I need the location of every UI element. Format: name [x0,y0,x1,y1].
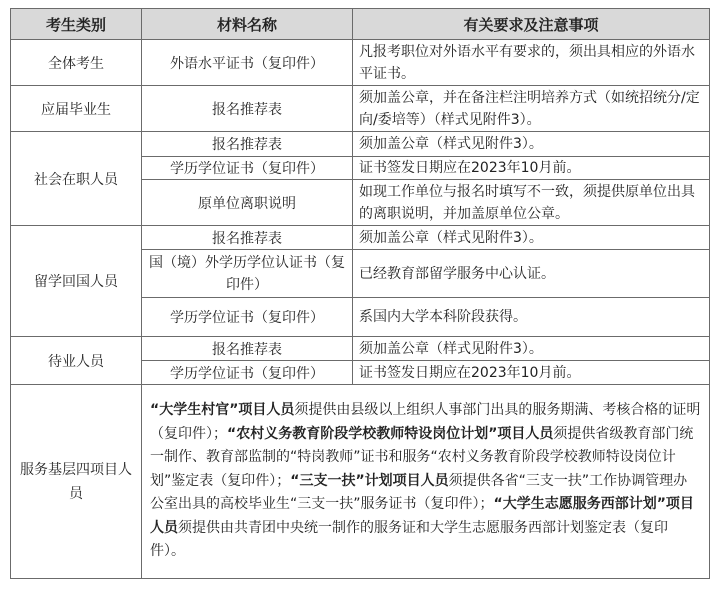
category-cell: 服务基层四项目人员 [11,385,142,579]
category-cell: 留学回国人员 [11,226,142,337]
material-cell: 报名推荐表 [142,337,353,361]
requirement-cell: 须加盖公章（样式见附件3）。 [353,337,710,361]
header-material: 材料名称 [142,9,353,40]
table-row [11,385,710,579]
requirement-cell: 须加盖公章（样式见附件3）。 [353,226,710,250]
material-cell: 学历学位证书（复印件） [142,361,353,385]
table-row [11,226,710,250]
table-row [11,132,710,157]
table-row [11,86,710,132]
header-requirement: 有关要求及注意事项 [353,9,710,40]
project-requirement: 须提供由县级以上组织人事部门出具的服务期满、考核合格的证明（复印件）； [150,402,701,442]
project-requirement: 须提供省级教育部门统一制作、教育部监制的“特岗教师”证书和服务“农村义务教育阶段学校教师特设岗位计划”鉴定表（复印件）； [150,425,694,489]
project-requirement: 须提供由共青团中央统一制作的服务证和大学生志愿服务西部计划鉴定表（复印件）。 [150,519,668,560]
header-category: 考生类别 [11,9,142,40]
requirement-cell: 须加盖公章（样式见附件3）。 [353,132,710,157]
material-cell: 原单位离职说明 [142,180,353,226]
material-cell: 报名推荐表 [142,86,353,132]
project-name-special-teacher: “农村义务教育阶段学校教师特设岗位计划”项目人员 [227,425,554,442]
materials-table [10,8,710,579]
project-name-village-official: “大学生村官”项目人员 [150,402,295,419]
material-cell: 学历学位证书（复印件） [142,157,353,180]
requirement-cell: 证书签发日期应在2023年10月前。 [353,157,710,180]
requirement-cell: 如现工作单位与报名时填写不一致，须提供原单位出具的离职说明，并加盖原单位公章。 [353,180,710,226]
requirement-cell: 证书签发日期应在2023年10月前。 [353,361,710,385]
category-cell: 应届毕业生 [11,86,142,132]
category-cell: 全体考生 [11,40,142,86]
material-cell: 外语水平证书（复印件） [142,40,353,86]
grassroots-requirement-cell [142,385,710,579]
category-cell: 待业人员 [11,337,142,385]
material-cell: 报名推荐表 [142,226,353,250]
requirement-cell: 系国内大学本科阶段获得。 [353,298,710,337]
requirement-cell: 须加盖公章，并在备注栏注明培养方式（如统招统分/定向/委培等）（样式见附件3）。 [353,86,710,132]
requirement-cell: 凡报考职位对外语水平有要求的，须出具相应的外语水平证书。 [353,40,710,86]
project-name-three-supports: “三支一扶”计划项目人员 [290,472,449,489]
material-cell: 国（境）外学历学位认证书（复印件） [142,250,353,298]
requirement-cell: 已经教育部留学服务中心认证。 [353,250,710,298]
material-cell: 学历学位证书（复印件） [142,298,353,337]
category-cell: 社会在职人员 [11,132,142,226]
project-requirement: 须提供各省“三支一扶”工作协调管理办公室出具的高校毕业生“三支一扶”服务证书（复印件）； [150,472,688,513]
project-name-western-volunteer: “大学生志愿服务西部计划”项目人员 [150,496,694,536]
material-cell: 报名推荐表 [142,132,353,157]
table-row [11,337,710,361]
header-row [11,9,710,40]
table-row [11,40,710,86]
